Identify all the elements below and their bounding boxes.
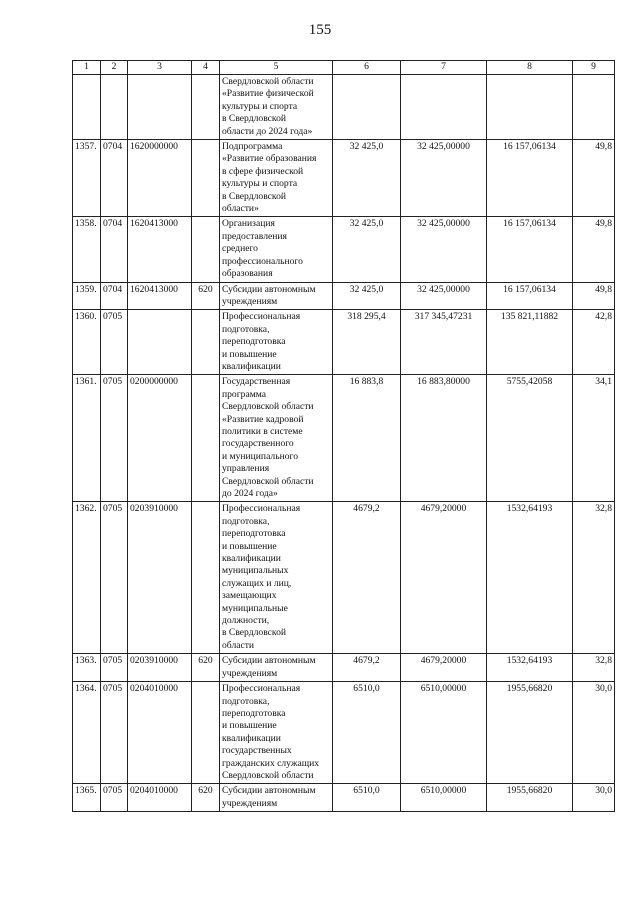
page-number: 155 xyxy=(308,22,332,38)
column-header: 6 xyxy=(333,61,401,75)
section-code: 0704 xyxy=(101,217,128,282)
target-article-code: 1620413000 xyxy=(128,282,192,310)
row-number: 1358. xyxy=(73,217,101,282)
table-row xyxy=(73,502,615,654)
target-article-code: 0204010000 xyxy=(128,682,192,784)
section-code: 0704 xyxy=(101,282,128,310)
expense-type-code: 620 xyxy=(192,282,220,310)
executed-amount: 16 157,06134 xyxy=(487,217,573,282)
item-name: Субсидии автономным учреждениям xyxy=(220,282,333,310)
item-name: Организация предоставления среднего профессионального образования xyxy=(220,217,333,282)
expense-type-code xyxy=(192,75,220,140)
section-code: 0705 xyxy=(101,682,128,784)
executed-amount: 135 821,11882 xyxy=(487,310,573,375)
budget-table xyxy=(72,60,615,812)
target-article-code: 0200000000 xyxy=(128,375,192,502)
table-row xyxy=(73,375,615,502)
approved-amount: 4679,2 xyxy=(333,502,401,654)
executed-amount: 1955,66820 xyxy=(487,682,573,784)
approved-amount: 4679,2 xyxy=(333,654,401,682)
execution-percent: 32,8 xyxy=(573,502,615,654)
refined-amount: 317 345,47231 xyxy=(401,310,487,375)
row-number: 1361. xyxy=(73,375,101,502)
approved-amount: 32 425,0 xyxy=(333,217,401,282)
executed-amount: 16 157,06134 xyxy=(487,140,573,217)
row-number: 1360. xyxy=(73,310,101,375)
execution-percent: 49,8 xyxy=(573,217,615,282)
expense-type-code xyxy=(192,375,220,502)
column-header: 8 xyxy=(487,61,573,75)
refined-amount: 32 425,00000 xyxy=(401,282,487,310)
expense-type-code xyxy=(192,502,220,654)
executed-amount: 1532,64193 xyxy=(487,654,573,682)
execution-percent: 42,8 xyxy=(573,310,615,375)
section-code: 0705 xyxy=(101,784,128,812)
refined-amount: 32 425,00000 xyxy=(401,140,487,217)
approved-amount: 16 883,8 xyxy=(333,375,401,502)
executed-amount: 1955,66820 xyxy=(487,784,573,812)
table-row xyxy=(73,784,615,812)
table-row xyxy=(73,75,615,140)
refined-amount: 32 425,00000 xyxy=(401,217,487,282)
table-row xyxy=(73,217,615,282)
expense-type-code xyxy=(192,310,220,375)
item-name: Государственная программа Свердловской области «Развитие кадровой политики в системе государственного и муниципального управления Свердловской области до 2024 года» xyxy=(220,375,333,502)
execution-percent: 49,8 xyxy=(573,140,615,217)
executed-amount xyxy=(487,75,573,140)
section-code: 0705 xyxy=(101,310,128,375)
item-name: Субсидии автономным учреждениям xyxy=(220,784,333,812)
refined-amount xyxy=(401,75,487,140)
execution-percent: 30,0 xyxy=(573,682,615,784)
item-name: Профессиональная подготовка, переподготовка и повышение квалификации государственных гражданских служащих Свердловской области xyxy=(220,682,333,784)
execution-percent: 32,8 xyxy=(573,654,615,682)
expense-type-code xyxy=(192,682,220,784)
refined-amount: 16 883,80000 xyxy=(401,375,487,502)
executed-amount: 1532,64193 xyxy=(487,502,573,654)
row-number: 1362. xyxy=(73,502,101,654)
approved-amount: 6510,0 xyxy=(333,784,401,812)
target-article-code: 0204010000 xyxy=(128,784,192,812)
section-code: 0705 xyxy=(101,654,128,682)
target-article-code: 1620413000 xyxy=(128,217,192,282)
table-row xyxy=(73,140,615,217)
expense-type-code xyxy=(192,217,220,282)
column-header: 4 xyxy=(192,61,220,75)
row-number: 1363. xyxy=(73,654,101,682)
executed-amount: 5755,42058 xyxy=(487,375,573,502)
row-number: 1364. xyxy=(73,682,101,784)
item-name: Профессиональная подготовка, переподготовка и повышение квалификации xyxy=(220,310,333,375)
approved-amount: 32 425,0 xyxy=(333,282,401,310)
approved-amount: 6510,0 xyxy=(333,682,401,784)
row-number xyxy=(73,75,101,140)
column-header: 9 xyxy=(573,61,615,75)
expense-type-code: 620 xyxy=(192,784,220,812)
approved-amount: 318 295,4 xyxy=(333,310,401,375)
section-code: 0705 xyxy=(101,375,128,502)
target-article-code: 0203910000 xyxy=(128,502,192,654)
execution-percent: 49,8 xyxy=(573,282,615,310)
row-number: 1365. xyxy=(73,784,101,812)
item-name: Свердловской области «Развитие физической культуры и спорта в Свердловской области до 2024 года» xyxy=(220,75,333,140)
execution-percent: 30,0 xyxy=(573,784,615,812)
column-header: 7 xyxy=(401,61,487,75)
table-row xyxy=(73,310,615,375)
expense-type-code xyxy=(192,140,220,217)
row-number: 1357. xyxy=(73,140,101,217)
refined-amount: 4679,20000 xyxy=(401,654,487,682)
row-number: 1359. xyxy=(73,282,101,310)
table-row xyxy=(73,282,615,310)
section-code: 0705 xyxy=(101,502,128,654)
approved-amount: 32 425,0 xyxy=(333,140,401,217)
execution-percent: 34,1 xyxy=(573,375,615,502)
item-name: Подпрограмма «Развитие образования в сфере физической культуры и спорта в Свердловской области» xyxy=(220,140,333,217)
table-row xyxy=(73,654,615,682)
refined-amount: 4679,20000 xyxy=(401,502,487,654)
target-article-code xyxy=(128,310,192,375)
column-header: 3 xyxy=(128,61,192,75)
refined-amount: 6510,00000 xyxy=(401,784,487,812)
header-row xyxy=(73,61,615,75)
executed-amount: 16 157,06134 xyxy=(487,282,573,310)
column-header: 1 xyxy=(73,61,101,75)
item-name: Профессиональная подготовка, переподготовка и повышение квалификации муниципальных служащих и лиц, замещающих муниципальные должности, в Свердловской области xyxy=(220,502,333,654)
section-code xyxy=(101,75,128,140)
column-header: 2 xyxy=(101,61,128,75)
expense-type-code: 620 xyxy=(192,654,220,682)
refined-amount: 6510,00000 xyxy=(401,682,487,784)
table-row xyxy=(73,682,615,784)
target-article-code: 1620000000 xyxy=(128,140,192,217)
section-code: 0704 xyxy=(101,140,128,217)
target-article-code: 0203910000 xyxy=(128,654,192,682)
execution-percent xyxy=(573,75,615,140)
target-article-code xyxy=(128,75,192,140)
item-name: Субсидии автономным учреждениям xyxy=(220,654,333,682)
column-header: 5 xyxy=(220,61,333,75)
approved-amount xyxy=(333,75,401,140)
